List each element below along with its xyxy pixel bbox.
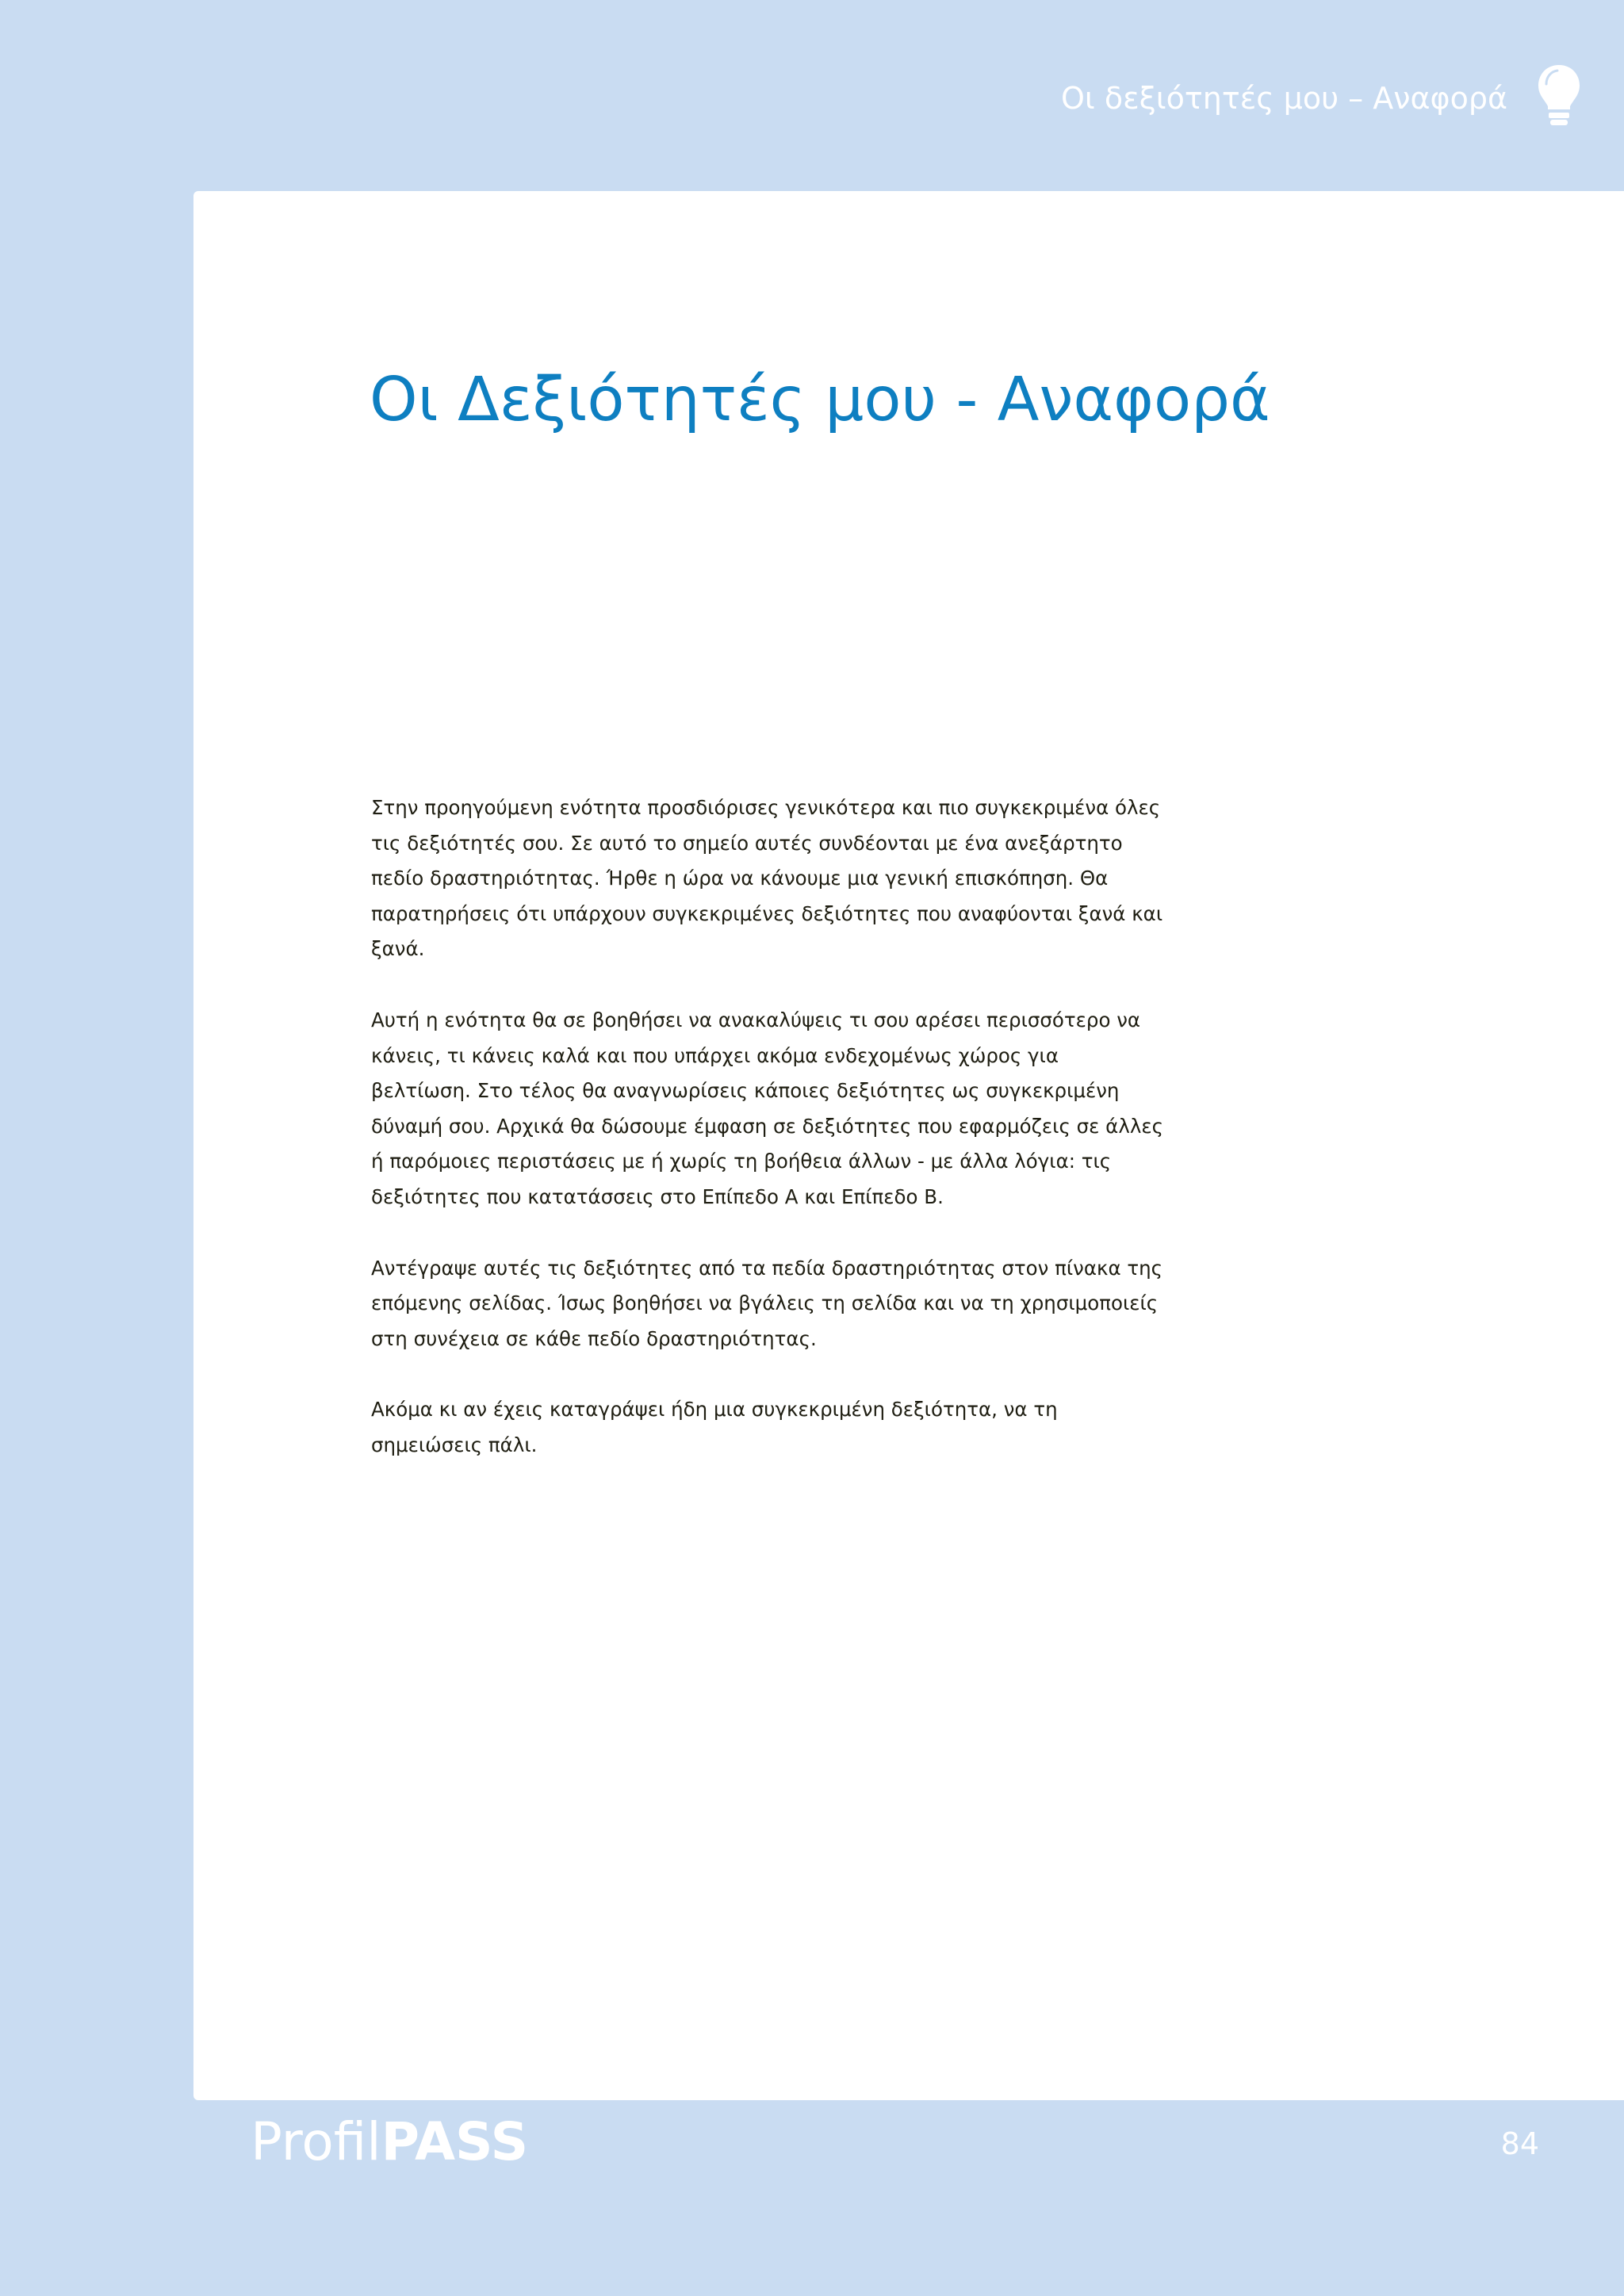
brand-bold: PASS: [381, 2111, 529, 2172]
paragraph: Ακόμα κι αν έχεις καταγράψει ήδη μια συγκεκριμένη δεξιότητα, να τη σημειώσεις πάλι.: [371, 1398, 1058, 1456]
paragraph: Αυτή η ενότητα θα σε βοηθήσει να ανακαλύψεις τι σου αρέσει περισσότερο να κάνεις, τι κάνεις καλά και που υπάρχει ακόμα ενδεχομένως χώρος για βελτίωση. Στο τέλος θα αναγνωρίσεις κάποιες δεξιότητες ως συγκεκριμένη δύναμή σου. Αρχικά θα δώσουμε έμφαση σε δεξιότητες που εφαρμόζεις σε άλλες ή παρόμοιες περιστάσεις με ή χωρίς τη βοήθεια άλλων - με άλλα λόγια: τις δεξιότητες που κατατάσσεις στο Επίπεδο Α και Επίπεδο Β.: [371, 1008, 1163, 1208]
lightbulb-icon: [1537, 63, 1581, 127]
profilpass-logo: [251, 2110, 528, 2174]
body-text: [371, 790, 1164, 1499]
page-number: 84: [1500, 2126, 1539, 2161]
paragraph: Στην προηγούμενη ενότητα προσδιόρισες γενικότερα και πιο συγκεκριμένα όλες τις δεξιότητές σου. Σε αυτό το σημείο αυτές συνδέονται με ένα ανεξάρτητο πεδίο δραστηριότητας. Ήρθε η ώρα να κάνουμε μια γενική επισκόπηση. Θα παρατηρήσεις ότι υπάρχουν συγκεκριμένες δεξιότητες που αναφύονται ξανά και ξανά.: [371, 796, 1163, 961]
running-header-title: Οι δεξιότητές μου – Αναφορά: [1060, 81, 1507, 116]
page-title: Οι Δεξιότητές μου - Αναφορά: [370, 365, 1270, 435]
brand-light: Profil: [251, 2111, 381, 2172]
paragraph: Αντέγραψε αυτές τις δεξιότητες από τα πεδία δραστηριότητας στον πίνακα της επόμενης σελίδας. Ίσως βοηθήσει να βγάλεις τη σελίδα και να τη χρησιμοποιείς στη συνέχεια σε κάθε πεδίο δραστηριότητας.: [371, 1256, 1163, 1350]
